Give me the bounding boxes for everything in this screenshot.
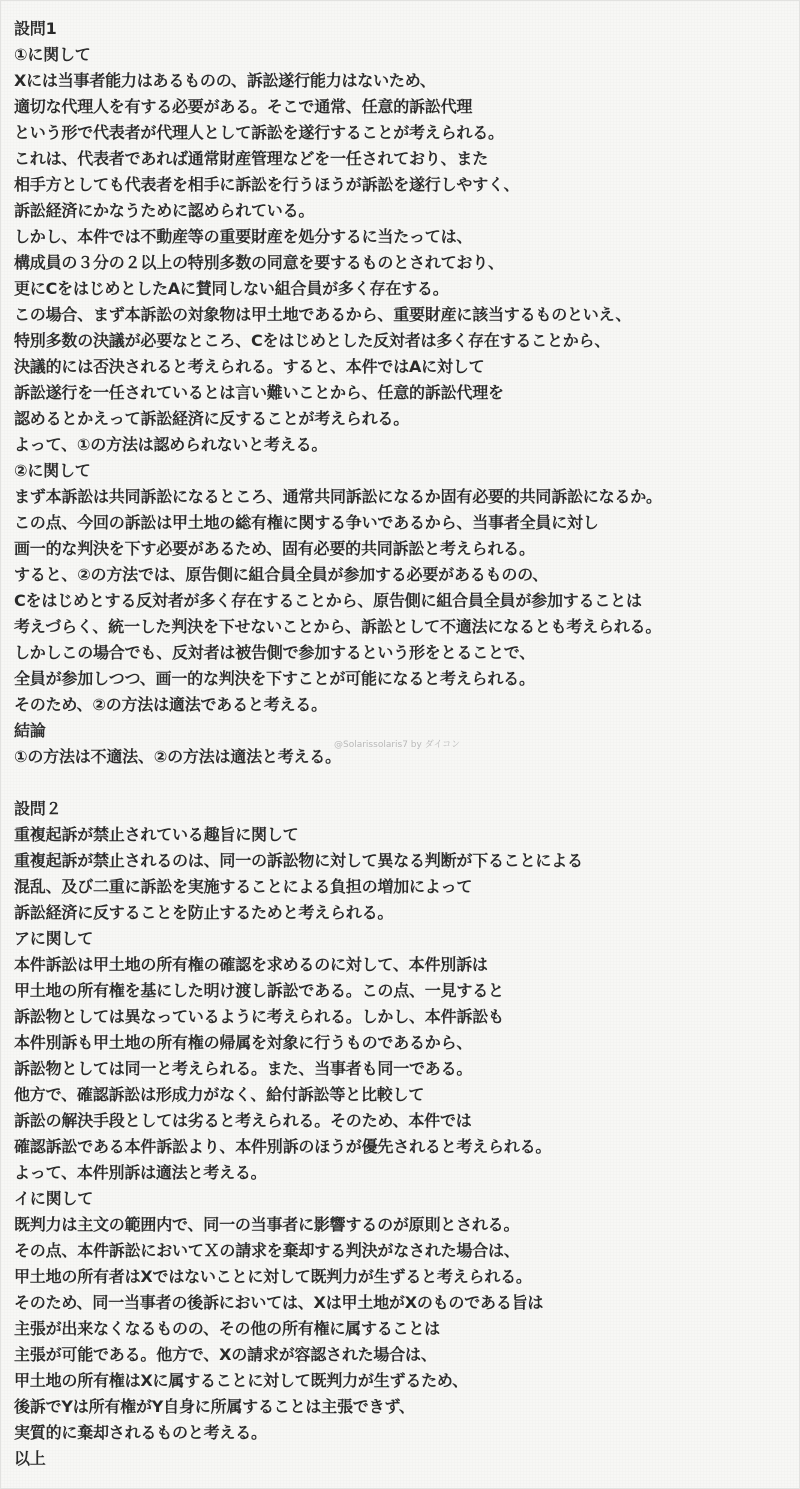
text-line: 訴訟遂行を一任されているとは言い難いことから、任意的訴訟代理を [14,383,504,402]
text-line: 相手方としても代表者を相手に訴訟を行うほうが訴訟を遂行しやすく、 [14,175,520,194]
text-line: アに関して [14,929,94,948]
text-line: これは、代表者であれば通常財産管理などを一任されており、また [14,149,489,168]
text-line: すると、②の方法では、原告側に組合員全員が参加する必要があるものの、 [14,565,549,584]
text-line: 既判力は主文の範囲内で、同一の当事者に影響するのが原則とされる。 [14,1215,520,1234]
text-line: その点、本件訴訟においてＸの請求を棄却する判決がなされた場合は、 [14,1241,520,1260]
text-line: 訴訟物としては同一と考えられる。また、当事者も同一である。 [14,1059,473,1078]
text-line: 主張が出来なくなるものの、その他の所有権に属することは [14,1319,440,1338]
text-line: Cをはじめとする反対者が多く存在することから、原告側に組合員全員が参加することは [14,591,642,610]
text-line: 甲土地の所有者はXではないことに対して既判力が生ずると考えられる。 [14,1267,532,1286]
text-line: 他方で、確認訴訟は形成力がなく、給付訴訟等と比較して [14,1085,425,1104]
text-line: 訴訟経済にかなうために認められている。 [14,201,315,220]
text-line: 重複起訴が禁止されるのは、同一の訴訟物に対して異なる判断が下ることによる [14,851,583,870]
text-line: 認めるとかえって訴訟経済に反することが考えられる。 [14,409,410,428]
text-line: 甲土地の所有権を基にした明け渡し訴訟である。この点、一見すると [14,981,504,1000]
text-line: 全員が参加しつつ、画一的な判決を下すことが可能になると考えられる。 [14,669,535,688]
text-line: しかし、本件では不動産等の重要財産を処分するに当たっては、 [14,227,473,246]
text-line: そのため、②の方法は適法であると考える。 [14,695,327,714]
text-line: 考えづらく、統一した判決を下せないことから、訴訟として不適法になるとも考えられる。 [14,617,662,636]
text-line: 訴訟経済に反することを防止するためと考えられる。 [14,903,394,922]
text-line: 結論 [14,721,46,740]
text-line: 構成員の３分の２以上の特別多数の同意を要するものとされており、 [14,253,504,272]
text-line: 決議的には否決されると考えられる。すると、本件ではAに対して [14,357,485,376]
text-line: 本件訴訟は甲土地の所有権の確認を求めるのに対して、本件別訴は [14,955,488,974]
text-line: 重複起訴が禁止されている趣旨に関して [14,825,299,844]
text-line: 混乱、及び二重に訴訟を実施することによる負担の増加によって [14,877,473,896]
text-line: イに関して [14,1189,94,1208]
text-line: 以上 [14,1449,46,1468]
text-line: ①に関して [14,45,91,64]
text-line: 確認訴訟である本件訴訟より、本件別訴のほうが優先されると考えられる。 [14,1137,552,1156]
text-line: ①の方法は不適法、②の方法は適法と考える。 [14,747,341,766]
text-line: 特別多数の決議が必要なところ、Cをはじめとした反対者は多く存在することから、 [14,331,611,350]
text-line [14,770,794,796]
text-line: 画一的な判決を下す必要があるため、固有必要的共同訴訟と考えられる。 [14,539,535,558]
text-line: 訴訟物としては異なっているように考えられる。しかし、本件訴訟も [14,1007,504,1026]
text-line: 主張が可能である。他方で、Xの請求が容認された場合は、 [14,1345,437,1364]
text-line: 設問２ [14,799,62,818]
text-line: 甲土地の所有権はXに属することに対して既判力が生ずるため、 [14,1371,468,1390]
text-line: ②に関して [14,461,91,480]
text-line: 更にCをはじめとしたAに賛同しない組合員が多く存在する。 [14,279,449,298]
text-line: この点、今回の訴訟は甲土地の総有権に関する争いであるから、当事者全員に対し [14,513,599,532]
text-line: 設問1 [14,19,57,38]
watermark: @Solarissolaris7 by ダイコン [334,740,461,750]
text-line: 後訴でYは所有権がY自身に所属することは主張できず、 [14,1397,415,1416]
text-line: という形で代表者が代理人として訴訟を遂行することが考えられる。 [14,123,504,142]
text-line: そのため、同一当事者の後訴においては、Xは甲土地がXのものである旨は [14,1293,544,1312]
text-line: 訴訟の解決手段としては劣ると考えられる。そのため、本件では [14,1111,472,1130]
text-line: この場合、まず本訴訟の対象物は甲土地であるから、重要財産に該当するものといえ、 [14,305,632,324]
text-line: 適切な代理人を有する必要がある。そこで通常、任意的訴訟代理 [14,97,473,116]
text-line: よって、本件別訴は適法と考える。 [14,1163,267,1182]
text-line: よって、①の方法は認められないと考える。 [14,435,328,454]
text-line: Xには当事者能力はあるものの、訴訟遂行能力はないため、 [14,71,436,90]
text-line: まず本訴訟は共同訴訟になるところ、通常共同訴訟になるか固有必要的共同訴訟になるか。 [14,487,662,506]
text-line: 実質的に棄却されるものと考える。 [14,1423,267,1442]
text-line: 本件別訴も甲土地の所有権の帰属を対象に行うものであるから、 [14,1033,473,1052]
text-line: しかしこの場合でも、反対者は被告側で参加するという形をとることで、 [14,643,536,662]
